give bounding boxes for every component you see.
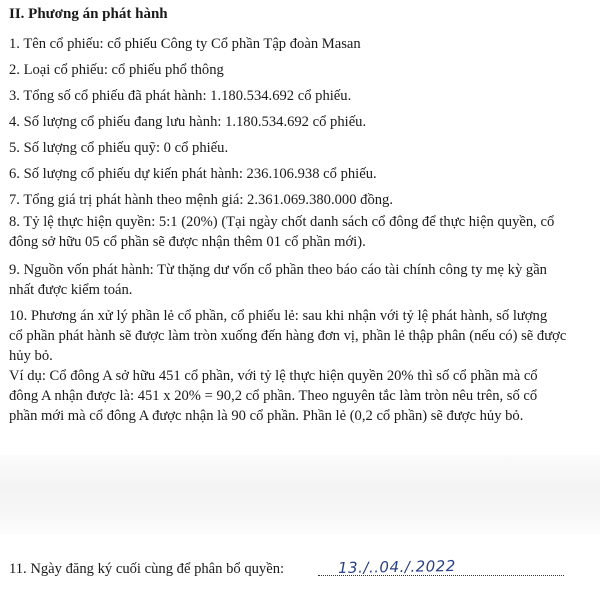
example-paragraph (9, 366, 600, 426)
item-9-line-1: 9. Nguồn vốn phát hành: Từ thặng dư vốn cổ phần theo báo cáo tài chính công ty mẹ kỳ gần (9, 262, 547, 278)
item-1-stock-name: 1. Tên cổ phiếu: cổ phiếu Công ty Cổ phần Tập đoàn Masan (9, 36, 361, 52)
item-10-line-1: 10. Phương án xử lý phần lẻ cổ phần, cổ phiếu lẻ: sau khi nhận với tỷ lệ phát hành, số lượng (9, 308, 548, 324)
item-8-line-1: 8. Tỷ lệ thực hiện quyền: 5:1 (20%) (Tại ngày chốt danh sách cổ đông để thực hiện quyền, cổ (9, 214, 555, 230)
item-7-total-value: 7. Tổng giá trị phát hành theo mệnh giá: 2.361.069.380.000 đồng. (9, 192, 393, 208)
item-9-line-2: nhất được kiểm toán. (9, 282, 133, 298)
item-2-stock-type: 2. Loại cổ phiếu: cổ phiếu phổ thông (9, 62, 224, 78)
item-11-record-date-label: 11. Ngày đăng ký cuối cùng để phân bổ quyền: (9, 561, 285, 577)
example-line-3: phần mới mà cổ đông A được nhận là 90 cổ phần. Phần lẻ (0,2 cổ phần) sẽ được hủy bỏ. (9, 408, 524, 424)
item-9-funding-source (9, 260, 600, 300)
example-line-1: Ví dụ: Cổ đông A sở hữu 451 cổ phần, với tỷ lệ thực hiện quyền 20% thì số cổ phần mà cổ (9, 368, 538, 384)
record-date-handwritten-value: 13./..04./.2022 (337, 556, 456, 578)
item-10-fraction-handling (9, 306, 600, 366)
item-4-outstanding: 4. Số lượng cổ phiếu đang lưu hành: 1.180.534.692 cổ phiếu. (9, 114, 367, 130)
example-line-2: đông A nhận được là: 451 x 20% = 90,2 cổ phần. Theo nguyên tắc làm tròn nêu trên, số cổ (9, 388, 538, 404)
item-8-line-2: đông sở hữu 05 cổ phần sẽ được nhận thêm 01 cổ phần mới). (9, 234, 366, 250)
page-fold-band (0, 455, 600, 535)
item-5-treasury: 5. Số lượng cổ phiếu quỹ: 0 cổ phiếu. (9, 140, 229, 156)
item-6-planned-issue: 6. Số lượng cổ phiếu dự kiến phát hành: 236.106.938 cổ phiếu. (9, 166, 377, 182)
item-3-total-issued: 3. Tổng số cổ phiếu đã phát hành: 1.180.534.692 cổ phiếu. (9, 88, 352, 104)
item-10-line-3: hủy bỏ. (9, 348, 53, 364)
section-heading: II. Phương án phát hành (9, 6, 168, 22)
item-10-line-2: cổ phần phát hành sẽ được làm tròn xuống đến hàng đơn vị, phần lẻ thập phân (nếu có) sẽ được (9, 328, 567, 344)
item-8-ratio (9, 212, 600, 252)
